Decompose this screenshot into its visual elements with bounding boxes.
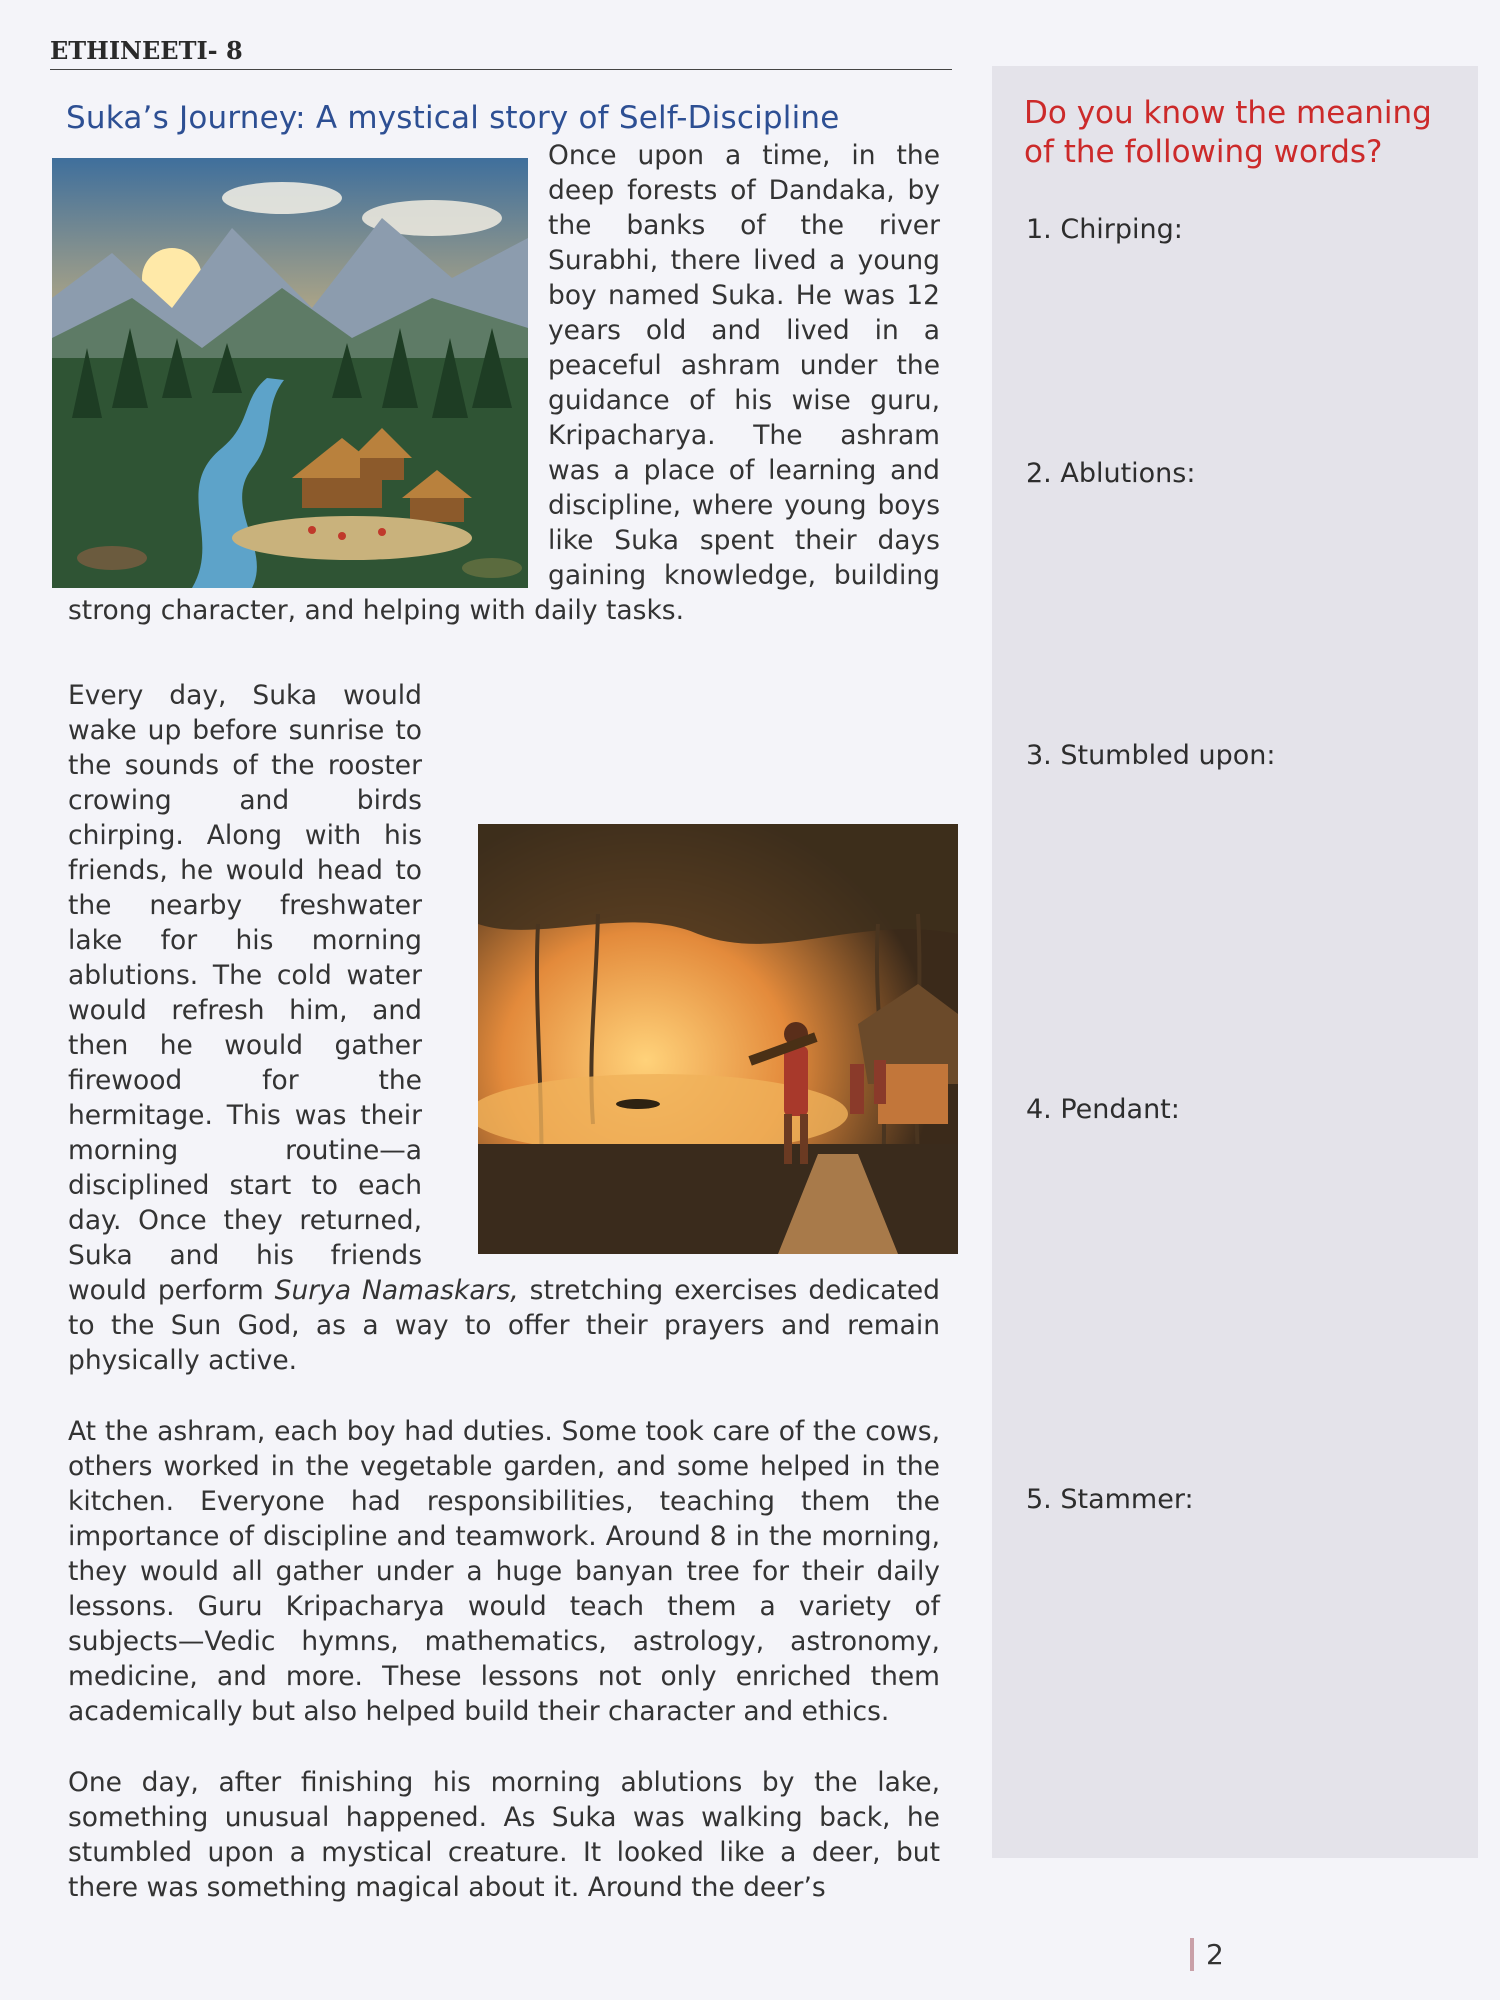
page-number: 2 bbox=[1190, 1938, 1224, 1971]
paragraph-1: Once upon a time, in the deep forests of Dandaka, by the banks of the river Surabhi, there lived a young boy named Suka. He was 12 years old and lived in a peaceful ashram under the guidance of his wise guru, Kripacharya. The ashram was a place of learning and discipline, where young boys like Suka spent their days gaining knowledge, building strong character, and helping with daily tasks. bbox=[68, 138, 940, 628]
vocabulary-sidebar bbox=[992, 66, 1478, 1858]
vocabulary-question: Do you know the meaning of the following words? bbox=[1024, 95, 1432, 170]
paragraph-3: At the ashram, each boy had duties. Some took care of the cows, others worked in the vegetable garden, and some helped in the kitchen. Everyone had responsibilities, teaching them the importance of discipline and teamwork. Around 8 in the morning, they would all gather under a huge banyan tree for their daily lessons. Guru Kripacharya would teach them a variety of subjects—Vedic hymns, mathematics, astrology, astronomy, medicine, and more. These lessons not only enriched them academically but also helped build their character and ethics. bbox=[68, 1416, 940, 1727]
forest-ashram-illustration bbox=[52, 158, 528, 588]
word-item-chirping: 1. Chirping: bbox=[1026, 214, 1183, 245]
story-title: Suka’s Journey: A mystical story of Self-Discipline bbox=[66, 100, 840, 136]
paragraph-4: One day, after finishing his morning ablutions by the lake, something unusual happened. As Suka was walking back, he stumbled upon a mystical creature. It looked like a deer, but there was something magical about it. Around the deer’s bbox=[68, 1767, 940, 1903]
paragraph-2: Every day, Suka would wake up before sunrise to the sounds of the rooster crowing and birds chirping. Along with his friends, he would head to the nearby freshwater lake for his morning ablutions. The cold water would refresh him, and then he would gather firewood for the hermitage. This was their morning routine—a disciplined start to each day. Once they returned, Suka and his friends would perform Surya Namaskars, stretching exercises dedicated to the Sun God, as a way to offer their prayers and remain physically active. bbox=[68, 680, 940, 1376]
word-item-stumbled-upon: 3. Stumbled upon: bbox=[1026, 740, 1276, 771]
word-item-stammer: 5. Stammer: bbox=[1026, 1484, 1194, 1515]
book-header: ETHINEETI- 8 bbox=[50, 36, 952, 70]
banyan-lake-illustration bbox=[478, 824, 958, 1254]
surya-namaskars-term: Surya Namaskars, bbox=[274, 1275, 519, 1306]
word-item-ablutions: 2. Ablutions: bbox=[1026, 458, 1196, 489]
word-item-pendant: 4. Pendant: bbox=[1026, 1094, 1180, 1125]
